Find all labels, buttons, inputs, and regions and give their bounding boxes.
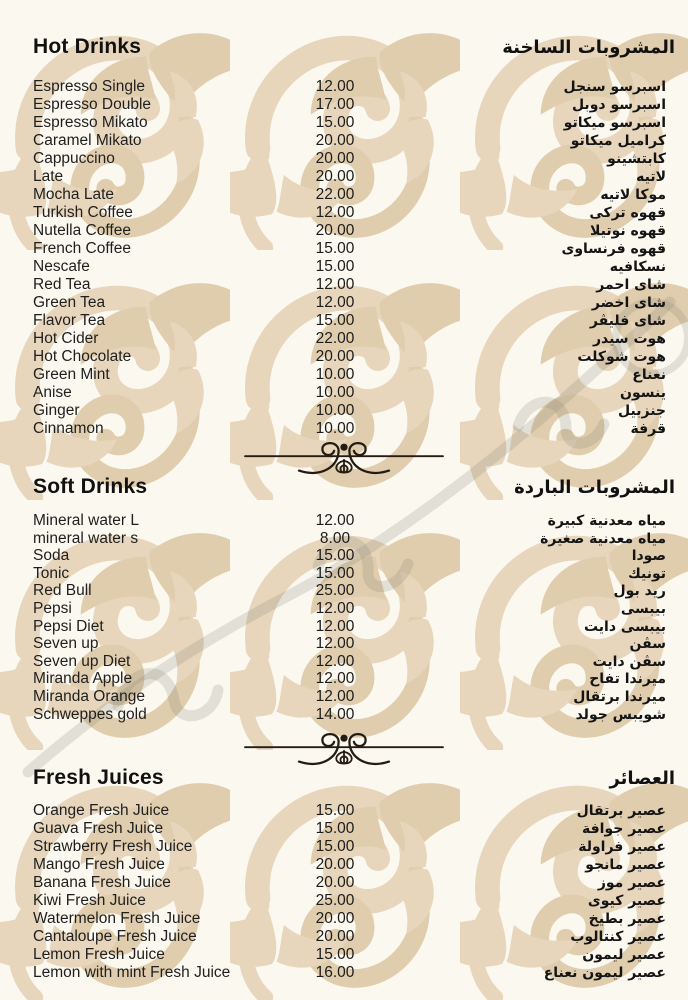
item-price: 15.00 xyxy=(315,946,355,964)
section-header xyxy=(0,36,688,58)
item-name-ar: اسبرسو ميكاتو xyxy=(563,115,666,131)
section-hot-drinks xyxy=(0,36,688,438)
item-name-en: Anise xyxy=(33,384,72,401)
item-name-ar: عصير بطيخ xyxy=(588,911,666,928)
item-list-soft-drinks xyxy=(0,512,688,723)
item-name-ar: قهوه نوتيلا xyxy=(590,223,666,239)
menu-item-row xyxy=(0,892,688,910)
item-name-ar: مياه معدنية كبيرة xyxy=(547,513,666,529)
item-name-en: Ginger xyxy=(33,402,80,419)
item-name-en: Schweppes gold xyxy=(33,705,147,723)
item-name-ar: صودا xyxy=(631,548,666,565)
item-name-en: Pepsi xyxy=(33,599,72,617)
menu-item-row xyxy=(0,78,688,96)
item-name-en: Late xyxy=(33,168,64,185)
menu-item-row xyxy=(0,910,688,928)
item-name-ar: بيبسى دايت xyxy=(583,618,666,635)
menu-item-row xyxy=(0,802,688,820)
item-name-ar: قرفة xyxy=(630,421,666,437)
section-title-ar: المشروبات الساخنة xyxy=(502,37,675,58)
menu-item-row xyxy=(0,96,688,114)
item-name-ar: لاتيه xyxy=(636,169,666,185)
item-name-ar: عصير فراولة xyxy=(578,839,666,856)
item-name-en: Flavor Tea xyxy=(33,312,106,329)
item-name-en: Mineral water L xyxy=(33,512,139,529)
item-name-ar: قهوه تركى xyxy=(589,205,666,221)
item-name-ar: نعناع xyxy=(632,367,666,383)
item-price: 12.00 xyxy=(315,78,355,95)
item-price: 12.00 xyxy=(315,687,355,705)
item-name-en: Orange Fresh Juice xyxy=(33,802,170,820)
section-divider xyxy=(0,440,688,476)
item-name-ar: عصير موز xyxy=(597,875,666,892)
item-name-en: Mango Fresh Juice xyxy=(33,856,165,874)
menu-item-row xyxy=(0,838,688,856)
item-price: 25.00 xyxy=(315,892,355,910)
item-price: 15.00 xyxy=(315,258,355,275)
item-name-ar: عصير ليمون نعناع xyxy=(543,965,666,982)
item-name-ar: نسكافيه xyxy=(609,259,666,275)
item-list-hot-drinks xyxy=(0,78,688,438)
menu-item-row xyxy=(0,132,688,150)
item-name-ar: جنزبيل xyxy=(618,403,666,419)
menu-item-row xyxy=(0,653,688,671)
menu-item-row xyxy=(0,240,688,258)
item-price: 12.00 xyxy=(315,652,355,670)
menu-item-row xyxy=(0,582,688,600)
item-price: 15.00 xyxy=(315,564,355,582)
menu-item-row xyxy=(0,565,688,583)
menu-item-row xyxy=(0,186,688,204)
item-name-en: Green Mint xyxy=(33,366,110,383)
item-name-en: French Coffee xyxy=(33,240,131,257)
menu-item-row xyxy=(0,312,688,330)
item-price: 20.00 xyxy=(315,874,355,892)
item-name-en: Tonic xyxy=(33,564,70,582)
item-price: 12.00 xyxy=(315,204,355,221)
section-title-ar: العصائر xyxy=(609,768,675,790)
menu-item-row xyxy=(0,600,688,618)
item-price: 12.00 xyxy=(315,599,355,617)
item-price: 15.00 xyxy=(315,114,355,131)
item-name-ar: كابتشينو xyxy=(607,151,666,167)
item-name-en: Seven up Diet xyxy=(33,652,131,670)
menu-item-row xyxy=(0,204,688,222)
item-name-ar: شاى احمر xyxy=(596,277,666,293)
item-name-en: Watermelon Fresh Juice xyxy=(33,910,201,928)
item-name-ar: هوت شوكلت xyxy=(577,349,666,365)
item-price: 22.00 xyxy=(315,186,355,203)
item-name-ar: شاى فليڤر xyxy=(589,313,666,329)
menu-item-row xyxy=(0,168,688,186)
menu-item-row xyxy=(0,402,688,420)
item-price: 15.00 xyxy=(315,547,355,565)
item-name-ar: عصير برتقال xyxy=(576,803,666,820)
item-price: 14.00 xyxy=(315,705,355,723)
item-name-ar: عصير كيوى xyxy=(587,893,666,910)
item-price: 22.00 xyxy=(315,330,355,347)
menu-item-row xyxy=(0,420,688,438)
menu-item-row xyxy=(0,330,688,348)
item-name-en: Hot Chocolate xyxy=(33,348,132,365)
item-name-en: Red Tea xyxy=(33,276,91,293)
menu-item-row xyxy=(0,366,688,384)
section-soft-drinks xyxy=(0,476,688,723)
menu-item-row xyxy=(0,635,688,653)
item-list-fresh-juices xyxy=(0,802,688,982)
menu-item-row xyxy=(0,348,688,366)
item-name-ar: عصير ليمون xyxy=(582,947,666,964)
item-name-ar: شاى اخضر xyxy=(591,295,666,311)
item-name-ar: تونيك xyxy=(627,565,666,582)
item-name-en: Nescafe xyxy=(33,258,90,275)
section-title-ar: المشروبات الباردة xyxy=(514,477,675,498)
menu-item-row xyxy=(0,222,688,240)
menu-item-row xyxy=(0,258,688,276)
item-name-en: Strawberry Fresh Juice xyxy=(33,838,193,856)
item-name-ar: قهوه فرنساوى xyxy=(561,241,666,257)
menu-item-row xyxy=(0,547,688,565)
menu-item-row xyxy=(0,294,688,312)
item-price: 12.00 xyxy=(315,512,355,529)
item-name-ar: هوت سيدر xyxy=(592,331,666,347)
item-name-en: Hot Cider xyxy=(33,330,99,347)
item-name-en: Miranda Apple xyxy=(33,670,133,688)
item-price: 10.00 xyxy=(315,384,355,401)
item-name-ar: ميرندا تفاح xyxy=(589,671,666,688)
item-price: 20.00 xyxy=(315,132,355,149)
item-name-en: Turkish Coffee xyxy=(33,204,133,221)
item-name-en: Nutella Coffee xyxy=(33,222,131,239)
item-name-ar: مياه معدنية صغيرة xyxy=(540,530,666,547)
item-price: 20.00 xyxy=(315,856,355,874)
item-price: 10.00 xyxy=(315,402,355,419)
item-name-ar: عصير مانجو xyxy=(585,857,666,874)
item-price: 12.00 xyxy=(315,670,355,688)
item-name-en: Espresso Double xyxy=(33,96,152,113)
section-fresh-juices xyxy=(0,767,688,982)
section-header xyxy=(0,476,688,498)
item-price: 15.00 xyxy=(315,820,355,838)
item-name-en: Banana Fresh Juice xyxy=(33,874,171,892)
menu-item-row xyxy=(0,150,688,168)
item-name-en: Caramel Mikato xyxy=(33,132,142,149)
item-name-en: Soda xyxy=(33,547,70,565)
item-name-ar: شويبس جولد xyxy=(575,706,666,723)
menu-item-row xyxy=(0,964,688,982)
item-name-en: Kiwi Fresh Juice xyxy=(33,892,146,910)
item-price: 12.00 xyxy=(315,276,355,293)
item-name-ar: اسبرسو سنجل xyxy=(563,79,666,95)
item-price: 20.00 xyxy=(315,928,355,946)
item-name-en: Espresso Mikato xyxy=(33,114,148,131)
item-name-ar: موكا لاتيه xyxy=(600,187,666,203)
item-name-ar: عصير جوافة xyxy=(582,821,666,838)
item-price: 8.00 xyxy=(319,529,351,547)
item-price: 20.00 xyxy=(315,222,355,239)
menu-item-row xyxy=(0,530,688,548)
item-name-ar: عصير كنتالوب xyxy=(570,929,666,946)
menu-item-row xyxy=(0,512,688,530)
menu-item-row xyxy=(0,928,688,946)
item-name-en: Mocha Late xyxy=(33,186,114,203)
item-price: 20.00 xyxy=(315,150,355,167)
menu-item-row xyxy=(0,688,688,706)
item-price: 10.00 xyxy=(315,420,355,437)
item-price: 10.00 xyxy=(315,366,355,383)
item-name-ar: ريد بول xyxy=(613,583,666,600)
menu-item-row xyxy=(0,706,688,724)
menu-item-row xyxy=(0,856,688,874)
item-name-en: Cappuccino xyxy=(33,150,115,167)
menu-item-row xyxy=(0,874,688,892)
item-name-en: Seven up xyxy=(33,635,99,653)
menu-item-row xyxy=(0,670,688,688)
item-price: 12.00 xyxy=(315,294,355,311)
item-price: 12.00 xyxy=(315,635,355,653)
item-price: 25.00 xyxy=(315,582,355,600)
item-price: 15.00 xyxy=(315,802,355,820)
item-price: 15.00 xyxy=(315,312,355,329)
item-price: 20.00 xyxy=(315,910,355,928)
divider-ornament-icon xyxy=(234,731,454,767)
section-header xyxy=(0,767,688,789)
item-name-ar: كراميل ميكاتو xyxy=(570,133,666,149)
item-name-ar: سڤن دايت xyxy=(592,653,666,670)
item-name-en: Espresso Single xyxy=(33,78,146,95)
item-name-ar: بيبسى xyxy=(620,600,666,617)
section-title-en: Hot Drinks xyxy=(33,35,142,58)
menu-item-row xyxy=(0,114,688,132)
item-name-ar: ينسون xyxy=(620,385,666,401)
divider-ornament-icon xyxy=(234,440,454,476)
item-price: 17.00 xyxy=(315,96,355,113)
item-price: 15.00 xyxy=(315,838,355,856)
item-price: 16.00 xyxy=(315,964,355,982)
item-name-en: Guava Fresh Juice xyxy=(33,820,164,838)
item-price: 15.00 xyxy=(315,240,355,257)
item-name-en: Pepsi Diet xyxy=(33,617,104,635)
item-name-en: Cantaloupe Fresh Juice xyxy=(33,928,197,946)
menu-item-row xyxy=(0,384,688,402)
menu-item-row xyxy=(0,276,688,294)
item-price: 20.00 xyxy=(315,168,355,185)
item-name-en: Miranda Orange xyxy=(33,687,146,705)
item-name-en: Cinnamon xyxy=(33,420,104,437)
item-name-en: Green Tea xyxy=(33,294,106,311)
item-price: 20.00 xyxy=(315,348,355,365)
item-name-ar: اسبرسو دوبل xyxy=(571,97,666,113)
section-title-en: Fresh Juices xyxy=(33,766,164,790)
item-name-en: Lemon with mint Fresh Juice xyxy=(33,964,231,982)
item-name-ar: ميرندا برتقال xyxy=(573,688,666,705)
item-price: 12.00 xyxy=(315,617,355,635)
item-name-ar: سڤن xyxy=(629,636,666,653)
menu-item-row xyxy=(0,820,688,838)
item-name-en: mineral water s xyxy=(33,529,139,547)
item-name-en: Lemon Fresh Juice xyxy=(33,946,165,964)
menu-item-row xyxy=(0,618,688,636)
item-name-en: Red Bull xyxy=(33,582,92,600)
menu-item-row xyxy=(0,946,688,964)
section-title-en: Soft Drinks xyxy=(33,475,148,498)
section-divider xyxy=(0,731,688,767)
